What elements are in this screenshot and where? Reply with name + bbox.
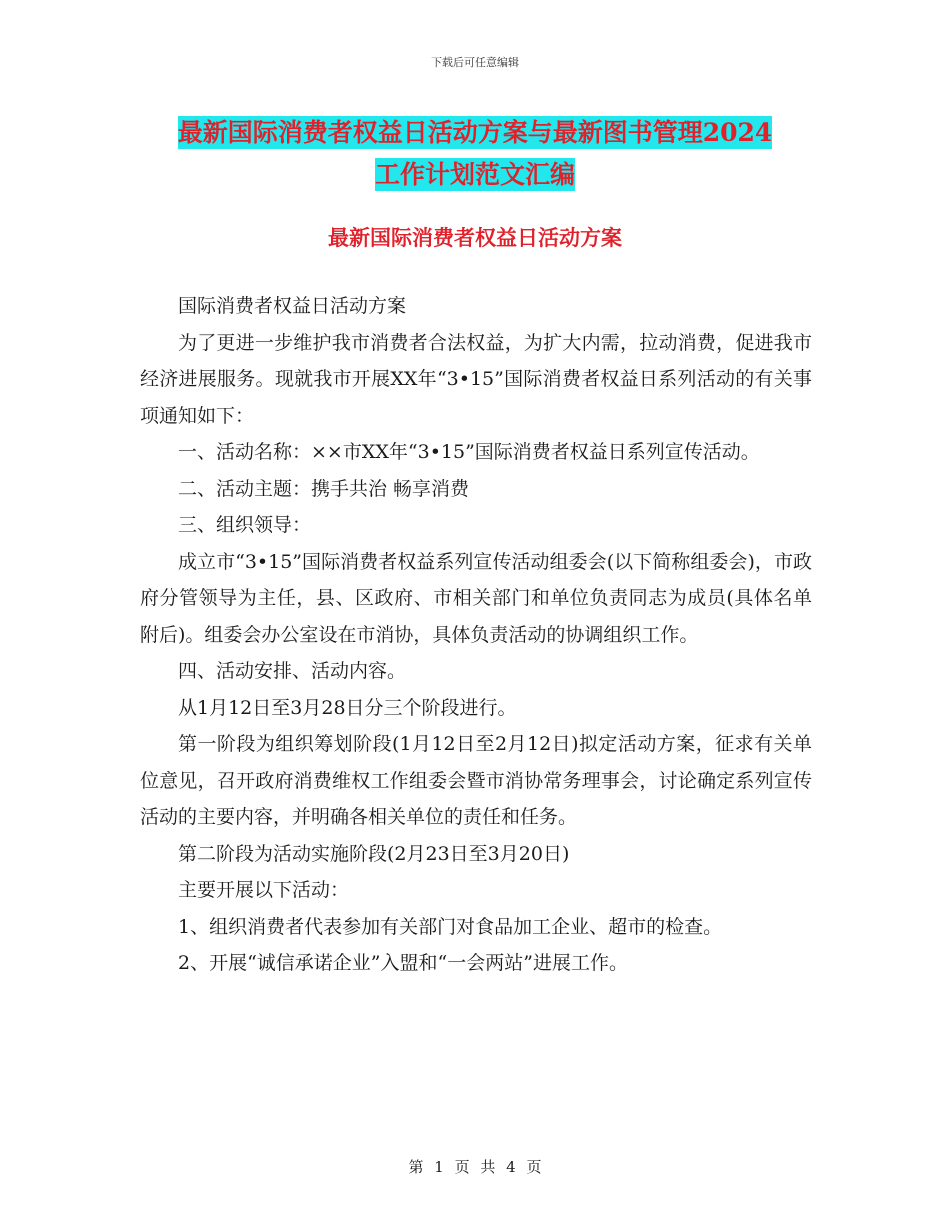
paragraph: 三、组织领导： [178,514,312,536]
paragraph: 一、活动名称：××市XX年“3•15”国际消费者权益日系列宣传活动。 [178,441,760,463]
page-number-footer: 第 1 页 共 4 页 [408,1158,542,1176]
document-body [140,288,812,982]
paragraph: 四、活动安排、活动内容。 [178,660,407,682]
paragraph: 第二阶段为活动实施阶段(2月23日至3月20日) [178,842,570,865]
paragraph: 从1月12日至3月28日分三个阶段进行。 [178,696,517,719]
document-title [140,112,810,196]
document-title-line-1: 最新国际消费者权益日活动方案与最新图书管理2024 [177,118,773,147]
paragraph: 国际消费者权益日活动方案 [178,295,407,317]
paragraph: 二、活动主题：携手共治 畅享消费 [178,477,470,500]
paragraph: 为了更进一步维护我市消费者合法权益，为扩大内需，拉动消费，促进我市经济进展服务。现就我市开展XX年“3•15”国际消费者权益日系列活动的有关事项通知如下： [140,331,812,427]
paragraph: 主要开展以下活动： [178,879,350,901]
section-title: 最新国际消费者权益日活动方案 [328,225,622,250]
document-title-line-2: 工作计划范文汇编 [374,160,575,189]
paragraph: 1、组织消费者代表参加有关部门对食品加工企业、超市的检查。 [178,915,723,938]
paragraph: 2、开展“诚信承诺企业”入盟和“一会两站”进展工作。 [178,952,628,974]
paragraph: 成立市“3•15”国际消费者权益系列宣传活动组委会(以下简称组委会)，市政府分管领导为主任，县、区政府、市相关部门和单位负责同志为成员(具体名单附后)。组委会办公室设在市消协，具体负责活动的协调组织工作。 [140,550,812,646]
paragraph: 第一阶段为组织筹划阶段(1月12日至2月12日)拟定活动方案，征求有关单位意见，召开政府消费维权工作组委会暨市消协常务理事会，讨论确定系列宣传活动的主要内容，并明确各相关单位的责任和任务。 [140,733,812,828]
page-header-note: 下载后可任意编辑 [431,56,519,69]
